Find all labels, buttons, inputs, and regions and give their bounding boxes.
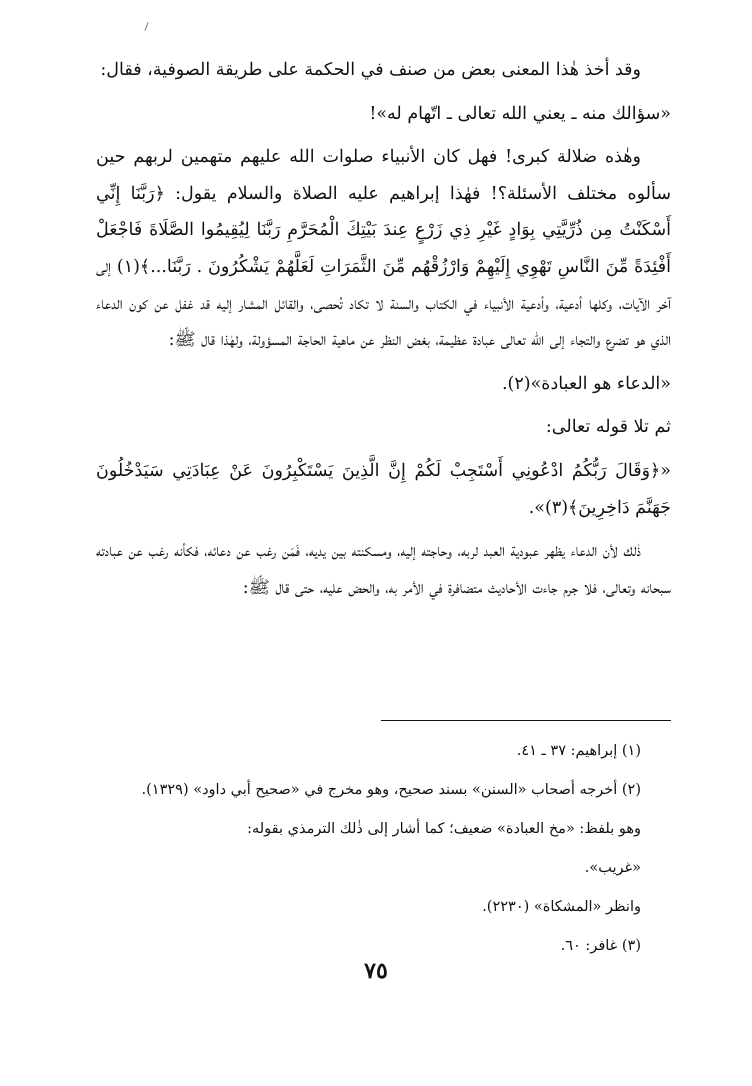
quote-saying: «سؤالك منه ـ يعني الله تعالى ـ اتّهام له»! bbox=[369, 103, 671, 124]
main-text bbox=[96, 52, 671, 606]
footnote-2-line-2: وهو بلفظ: «مخ العبادة» ضعيف؛ كما أشار إلى ذٰلك الترمذي بقوله: bbox=[247, 821, 641, 837]
paragraph-refutation: وهٰذه ضلالة كبرى! فهل كان الأنبياء صلوات الله عليهم متهمين لربهم حين سألوه مختلف الأسئلة؟! فهٰذا إبراهيم عليه الصلاة والسلام يقول: ﴿رَبَّنَا إِنِّي أَسْكَنْتُ مِن ذُرِّيَّتِي بِوَادٍ غَيْرِ ذِي زَرْعٍ عِندَ بَيْتِكَ الْمُحَرَّمِ رَبَّنَا لِيُقِيمُوا الصَّلَاةَ فَاجْعَلْ أَفْئِدَةً مِّنَ النَّاسِ تَهْوِي إِلَيْهِمْ وَارْزُقْهُم مِّنَ الثَّمَرَاتِ لَعَلَّهُمْ يَشْكُرُونَ . رَبَّنَا...﴾(١) إلى آخر الآيات، وكلها أدعية، وأدعية الأنبياء في الكتاب والسنة لا تكاد تُحصى، والقائل المشار إليه قد غفل عن كون الدعاء الذي هو تضرع والتجاء إلى الله تعالى عبادة عظيمة، بغض النظر عن ماهية الحاجة المسؤولة، ولهٰذا قال ﷺ: bbox=[96, 147, 671, 351]
footnote-2: (٢) أخرجه أصحاب «السنن» بسند صحيح، وهو مخرج في «صحيح أبي داود» (١٣٢٩). bbox=[141, 782, 641, 798]
footnote-1: (١) إبراهيم: ٣٧ ـ ٤١. bbox=[516, 743, 641, 759]
footnote-2-line-3: «غريب». bbox=[584, 860, 641, 876]
page-number: ٧٥ bbox=[364, 958, 388, 984]
verse-quote: «﴿وَقَالَ رَبُّكُمُ ادْعُونِي أَسْتَجِبْ لَكُمْ إِنَّ الَّذِينَ يَسْتَكْبِرُونَ عَنْ عِبَادَتِي سَيَدْخُلُونَ جَهَنَّمَ دَاخِرِينَ﴾(٣)». bbox=[96, 460, 671, 518]
hadith-quote: «الدعاء هو العبادة»(٢). bbox=[501, 373, 671, 394]
footnote-separator bbox=[381, 720, 671, 721]
scan-mark bbox=[144, 22, 148, 31]
paragraph-conclusion: ذٰلك لأن الدعاء يظهر عبودية العبد لربه، وحاجته إليه، ومسكنته بين يديه، فَمَن رغب عن دعائه، فكأنه رغب عن عبادته سبحانه وتعالى، فلا جرم جاءت الأحاديث متضافرة في الأمر به، والحض عليه، حتى قال ﷺ: bbox=[96, 541, 671, 598]
footnote-3: (٣) غافر: ٦٠. bbox=[560, 938, 641, 954]
paragraph-intro: وقد أخذ هٰذا المعنى بعض من صنف في الحكمة على طريقة الصوفية، فقال: bbox=[100, 60, 641, 80]
footnotes bbox=[96, 736, 641, 962]
footnote-2-line-4: وانظر «المشكاة» (٢٢٣٠). bbox=[482, 899, 641, 915]
paragraph-recitation: ثم تلا قوله تعالى: bbox=[545, 417, 671, 438]
